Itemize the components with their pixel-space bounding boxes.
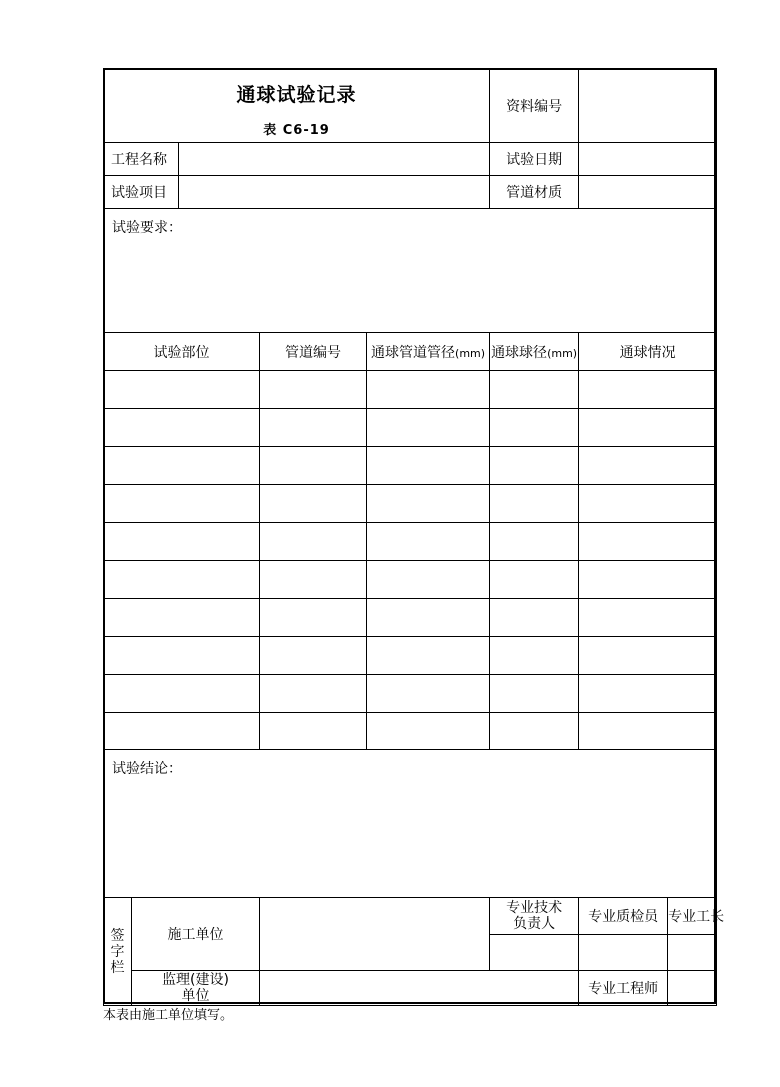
table-row	[104, 485, 717, 523]
engineer-label: 专业工程师	[579, 971, 668, 1006]
cell-pipe-no[interactable]	[260, 637, 367, 675]
cell-pipe-diameter[interactable]	[367, 485, 490, 523]
cell-pipe-diameter[interactable]	[367, 713, 490, 750]
cell-result[interactable]	[579, 409, 717, 447]
cell-result[interactable]	[579, 447, 717, 485]
cell-ball-diameter[interactable]	[490, 637, 579, 675]
cell-pipe-diameter[interactable]	[367, 523, 490, 561]
col-header-pipe-no: 管道编号	[260, 333, 367, 371]
quality-inspector-signature[interactable]	[579, 935, 668, 971]
pipe-material-label: 管道材质	[490, 176, 579, 209]
cell-location[interactable]	[104, 371, 260, 409]
cell-pipe-no[interactable]	[260, 599, 367, 637]
table-row	[104, 447, 717, 485]
col-header-result: 通球情况	[579, 333, 717, 371]
cell-pipe-no[interactable]	[260, 561, 367, 599]
cell-result[interactable]	[579, 713, 717, 750]
table-row	[104, 675, 717, 713]
col-header-location: 试验部位	[104, 333, 260, 371]
cell-location[interactable]	[104, 713, 260, 750]
pipe-material-field[interactable]	[579, 176, 717, 209]
project-name-field[interactable]	[179, 143, 490, 176]
cell-pipe-no[interactable]	[260, 485, 367, 523]
engineer-signature[interactable]	[668, 971, 717, 1006]
tech-lead-signature[interactable]	[490, 935, 579, 971]
test-item-label: 试验项目	[104, 176, 179, 209]
doc-no-label: 资料编号	[490, 69, 579, 143]
cell-ball-diameter[interactable]	[490, 409, 579, 447]
requirements-label: 试验要求：	[112, 220, 182, 236]
cell-result[interactable]	[579, 561, 717, 599]
test-item-field[interactable]	[179, 176, 490, 209]
test-date-label: 试验日期	[490, 143, 579, 176]
cell-pipe-no[interactable]	[260, 713, 367, 750]
cell-pipe-no[interactable]	[260, 675, 367, 713]
cell-result[interactable]	[579, 485, 717, 523]
title-cell	[104, 69, 490, 143]
cell-location[interactable]	[104, 561, 260, 599]
col-header-pipe-diameter: 通球管道管径(mm)	[367, 333, 490, 371]
record-form	[103, 68, 725, 1004]
signature-column-label: 签 字 栏	[104, 898, 132, 1006]
doc-no-field[interactable]	[579, 69, 717, 143]
cell-pipe-diameter[interactable]	[367, 409, 490, 447]
col-header-ball-diameter: 通球球径(mm)	[490, 333, 579, 371]
cell-pipe-diameter[interactable]	[367, 675, 490, 713]
cell-ball-diameter[interactable]	[490, 675, 579, 713]
cell-ball-diameter[interactable]	[490, 599, 579, 637]
cell-pipe-diameter[interactable]	[367, 599, 490, 637]
cell-location[interactable]	[104, 485, 260, 523]
table-row	[104, 561, 717, 599]
cell-location[interactable]	[104, 447, 260, 485]
cell-location[interactable]	[104, 523, 260, 561]
construction-unit-label: 施工单位	[132, 898, 260, 971]
test-date-field[interactable]	[579, 143, 717, 176]
cell-location[interactable]	[104, 409, 260, 447]
supervision-unit-field[interactable]	[260, 971, 579, 1006]
table-row	[104, 523, 717, 561]
cell-pipe-diameter[interactable]	[367, 447, 490, 485]
project-name-label: 工程名称	[104, 143, 179, 176]
cell-pipe-no[interactable]	[260, 523, 367, 561]
cell-pipe-diameter[interactable]	[367, 371, 490, 409]
cell-pipe-no[interactable]	[260, 371, 367, 409]
table-row	[104, 599, 717, 637]
form-title: 通球试验记录	[236, 83, 357, 106]
cell-location[interactable]	[104, 637, 260, 675]
cell-location[interactable]	[104, 599, 260, 637]
table-row	[104, 409, 717, 447]
table-row	[104, 371, 717, 409]
construction-unit-field[interactable]	[260, 898, 490, 971]
cell-pipe-diameter[interactable]	[367, 637, 490, 675]
cell-ball-diameter[interactable]	[490, 371, 579, 409]
cell-result[interactable]	[579, 371, 717, 409]
table-row	[104, 713, 717, 750]
tech-lead-label: 专业技术 负责人	[490, 898, 579, 935]
cell-pipe-no[interactable]	[260, 409, 367, 447]
footnote: 本表由施工单位填写。	[103, 1008, 234, 1023]
form-table	[103, 68, 725, 1006]
cell-ball-diameter[interactable]	[490, 485, 579, 523]
cell-pipe-no[interactable]	[260, 447, 367, 485]
conclusion-label: 试验结论：	[112, 761, 182, 777]
cell-result[interactable]	[579, 599, 717, 637]
cell-ball-diameter[interactable]	[490, 447, 579, 485]
conclusion-area[interactable]	[104, 750, 717, 898]
cell-result[interactable]	[579, 675, 717, 713]
cell-result[interactable]	[579, 523, 717, 561]
supervision-unit-label: 监理(建设) 单位	[132, 971, 260, 1006]
cell-ball-diameter[interactable]	[490, 523, 579, 561]
cell-ball-diameter[interactable]	[490, 561, 579, 599]
cell-ball-diameter[interactable]	[490, 713, 579, 750]
foreman-label: 专业工长	[668, 898, 717, 935]
cell-pipe-diameter[interactable]	[367, 561, 490, 599]
table-row	[104, 637, 717, 675]
cell-result[interactable]	[579, 637, 717, 675]
foreman-signature[interactable]	[668, 935, 717, 971]
form-number: 表 C6-19	[263, 122, 330, 138]
requirements-area[interactable]	[104, 209, 717, 333]
cell-location[interactable]	[104, 675, 260, 713]
quality-inspector-label: 专业质检员	[579, 898, 668, 935]
